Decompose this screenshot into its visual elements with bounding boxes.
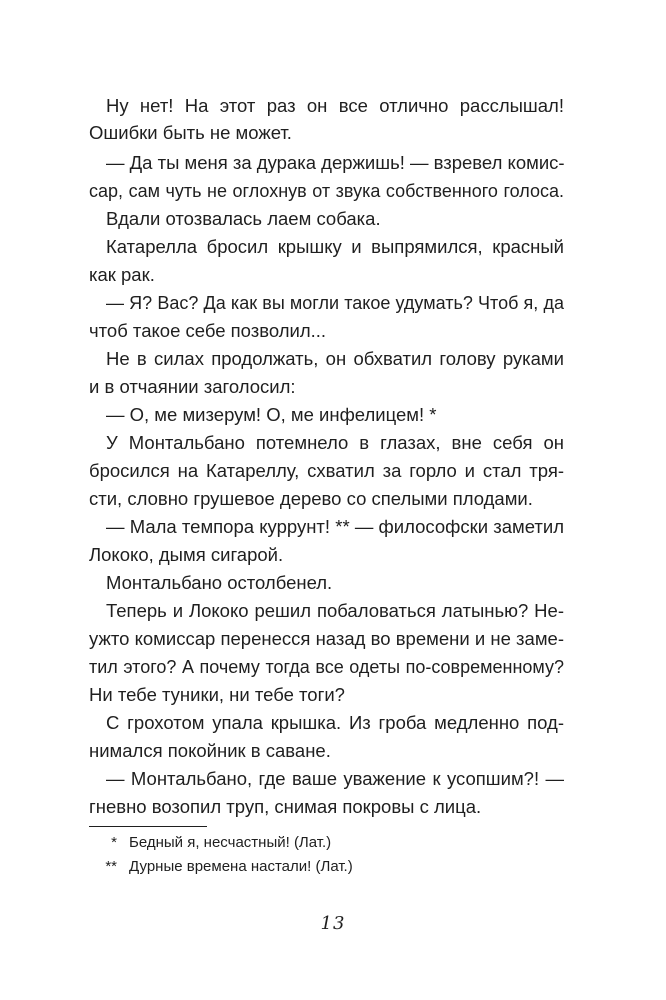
text-line: и в отчаянии заголосил: bbox=[89, 376, 296, 397]
text-line: Не в силах продолжать, он обхватил голову руками bbox=[106, 348, 564, 369]
text-line: — Да ты меня за дурака держишь! — взревел комис- bbox=[106, 152, 565, 173]
page-number: 13 bbox=[320, 913, 346, 934]
text-line: сар, сам чуть не оглохнув от звука собственного голоса. bbox=[89, 181, 564, 201]
footnote-text: Бедный я, несчастный! (Лат.) bbox=[129, 834, 332, 851]
text-line: Катарелла бросил крышку и выпрямился, красный bbox=[106, 236, 564, 257]
footnote-divider bbox=[89, 826, 207, 827]
text-line: — Монтальбано, где ваше уважение к усопшим?! — bbox=[106, 768, 564, 789]
text-line: ужто комиссар перенесся назад во времени и не заме- bbox=[89, 628, 564, 649]
text-line: — Я? Вас? Да как вы могли такое удумать? Чтоб я, да bbox=[106, 293, 564, 313]
text-line: нимался покойник в саване. bbox=[89, 740, 331, 761]
text-line: Ошибки быть не может. bbox=[89, 122, 292, 143]
footnote-text: Дурные времена настали! (Лат.) bbox=[129, 858, 353, 875]
text-line: Монтальбано остолбенел. bbox=[106, 572, 333, 593]
text-line: бросился на Катареллу, схватил за горло и стал тря- bbox=[89, 460, 564, 481]
text-line: сти, словно грушевое дерево со спелыми плодами. bbox=[89, 488, 533, 509]
text-line: гневно возопил труп, снимая покровы с лица. bbox=[89, 796, 482, 817]
text-line: Лококо, дымя сигарой. bbox=[89, 544, 284, 565]
text-line: Вдали отозвалась лаем собака. bbox=[106, 208, 381, 229]
text-line: тил этого? А почему тогда все одеты по-современному? bbox=[89, 657, 564, 677]
text-line: — Мала темпора куррунт! ** — философски заметил bbox=[106, 516, 564, 537]
text-line: Ну нет! На этот раз он все отлично расслышал! bbox=[106, 95, 564, 116]
text-line: как рак. bbox=[89, 264, 155, 285]
text-line: Ни тебе туники, ни тебе тоги? bbox=[89, 684, 345, 705]
text-line: С грохотом упала крышка. Из гроба медленно под- bbox=[106, 712, 564, 733]
footnote-marker: ** bbox=[105, 858, 117, 875]
footnote-marker: * bbox=[111, 834, 117, 851]
text-line: — О, ме мизерум! О, ме инфелицем! * bbox=[106, 404, 437, 425]
text-line: У Монтальбано потемнело в глазах, вне себя он bbox=[106, 432, 564, 453]
text-line: чтоб такое себе позволил... bbox=[89, 320, 327, 341]
text-line: Теперь и Лококо решил побаловаться латынью? Не- bbox=[106, 600, 564, 621]
